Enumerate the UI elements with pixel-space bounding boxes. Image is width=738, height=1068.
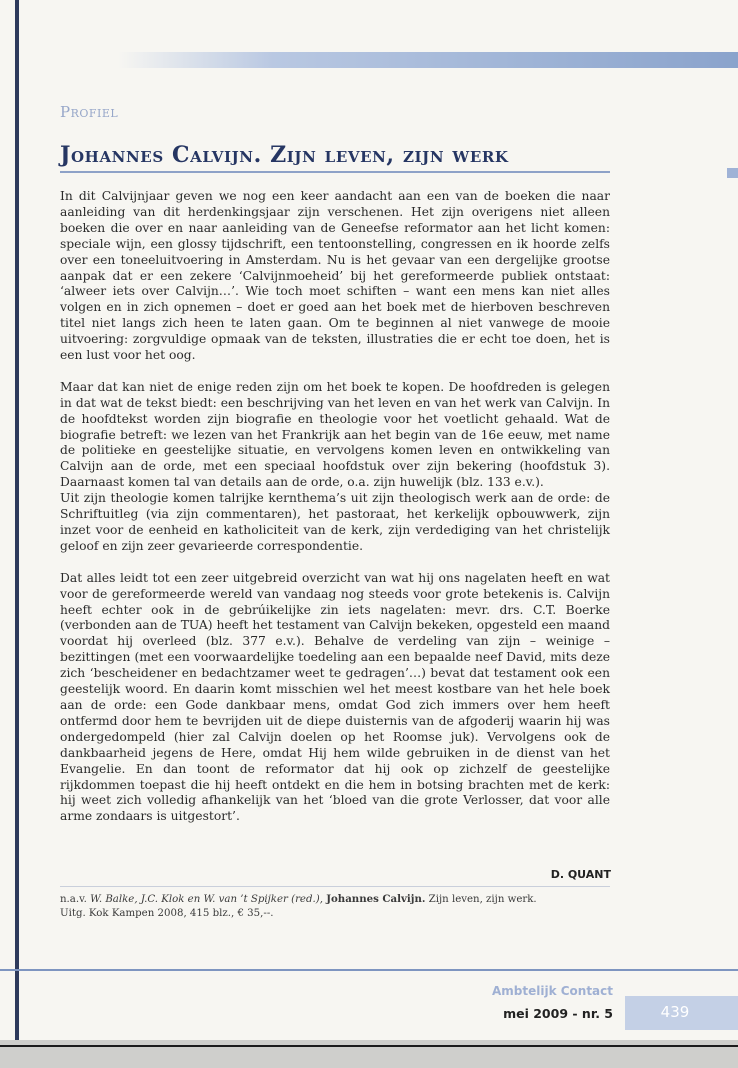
header-band [118, 52, 738, 68]
paragraph-3: Uit zijn theologie komen talrijke kernthema’s uit zijn theologisch werk aan de orde: de Schriftuitleg (via zijn commentaren), het pastoraat, het kerkelijk opbouwwerk, zijn inzet voor de eenheid en katholiciteit van de kerk, zijn verdediging van het christelijk geloof en zijn zeer gevarieerde correspondentie. [60, 491, 610, 553]
reference-editors: W. Balke, J.C. Klok en W. van ’t Spijker (red.), [90, 894, 323, 905]
title-underline [60, 171, 610, 173]
reference-book-title: Johannes Calvijn. [326, 893, 426, 905]
article-title: Johannes Calvijn. Zijn leven, zijn werk [60, 142, 509, 168]
scan-bottom-line [0, 1045, 738, 1047]
book-reference [60, 892, 620, 921]
section-label: Profiel [60, 103, 119, 121]
paragraph-4: Dat alles leidt tot een zeer uitgebreid overzicht van wat hij ons nagelaten heeft en wat voor de gereformeerde wereld van vandaag nog steeds voor grote betekenis is. Calvijn heeft echter ook in de gebrúikelijke zin iets nagelaten: mevr. drs. C.T. Boerke (verbonden aan de TUA) heeft het testament van Calvijn bekeken, opgesteld een maand voordat hij overleed (blz. 377 e.v.). Behalve de verdeling van zijn – weinige – bezittingen (met een voorwaardelijke toedeling aan een bepaalde neef David, mits deze zich ‘bescheidener en bedachtzamer weet te gedragen’…) bevat dat testament ook een geestelijk woord. En daarin komt misschien wel het meest kostbare van het hele boek aan de orde: een Gode dankbaar mens, omdat God zich immers over hem heeft ontfermd door hem te bevrijden uit de diepe duisternis van de afgoderij waarin hij was ondergedompeld (hier zal Calvijn doelen op het Roomse juk). Vervolgens ook de dankbaarheid jegens de Here, omdat Hij hem wilde gebruiken in de dienst van het Evangelie. En dan toont de reformator dat hij ook op zichzelf de geestelijke rijkdommen toepast die hij heeft ontdekt en die hem in botsing brachten met de kerk: hij weet zich volledig afhankelijk van het ‘bloed van die grote Verlosser, dat voor alle arme zondaars is uitgestort’. [60, 570, 610, 824]
page-number-box [625, 996, 738, 1030]
paragraph-2: Maar dat kan niet de enige reden zijn om het boek te kopen. De hoofdreden is gelegen in dat wat de tekst biedt: een beschrijving van het leven en van het werk van Calvijn. In de hoofdtekst worden zijn biografie en theologie voor het voetlicht gehaald. Wat de biografie betreft: we lezen van het Frankrijk aan het begin van de 16e eeuw, met name de politieke en geestelijke situatie, en vervolgens komen leven en ontwikkeling van Calvijn aan de orde, met een speciaal hoofdstuk over zijn bekering (hoofdstuk 3). Daarnaast komen tal van details aan de orde, o.a. zijn huwelijk (blz. 133 e.v.). [60, 379, 610, 490]
reference-prefix: n.a.v. [60, 894, 87, 905]
page-number: 439 [660, 1003, 690, 1021]
author-signature: D. QUANT [550, 868, 611, 881]
spine-rule [15, 0, 19, 1040]
reference-publisher: Uitg. Kok Kampen 2008, 415 blz., € 35,--. [60, 908, 274, 919]
paragraph-1: In dit Calvijnjaar geven we nog een keer aandacht aan een van de boeken die naar aanleiding van dit herdenkingsjaar zijn verschenen. Het zijn overigens niet alleen boeken die over en naar aanleiding van de Geneefse reformator aan het licht komen: speciale wijn, een glossy tijdschrift, een tentoonstelling, congressen en ik hoorde zelfs over een toneeluitvoering in Amsterdam. Nu is het gevaar van een dergelijke grootse aanpak dat er een zekere ‘Calvijnmoeheid’ bij het gereformeerde publiek ontstaat: ‘alweer iets over Calvijn…’. Wie toch moet schiften – want een mens kan niet alles volgen en in zich opnemen – doet er goed aan het boek met de hierboven beschreven titel niet langs zich heen te laten gaan. Om te beginnen al niet vanwege de mooie uitvoering: zorgvuldige opmaak van de teksten, illustraties die er echt toe doen, het is een lust voor het oog. [60, 189, 610, 363]
footer-magazine-name: Ambtelijk Contact [491, 984, 613, 998]
reference-divider [60, 886, 610, 887]
edge-tab-marker [727, 168, 738, 178]
footer-rule [0, 969, 738, 971]
article-body [60, 189, 610, 825]
reference-subtitle: Zijn leven, zijn werk. [428, 894, 537, 905]
footer-issue: mei 2009 - nr. 5 [503, 1006, 613, 1021]
